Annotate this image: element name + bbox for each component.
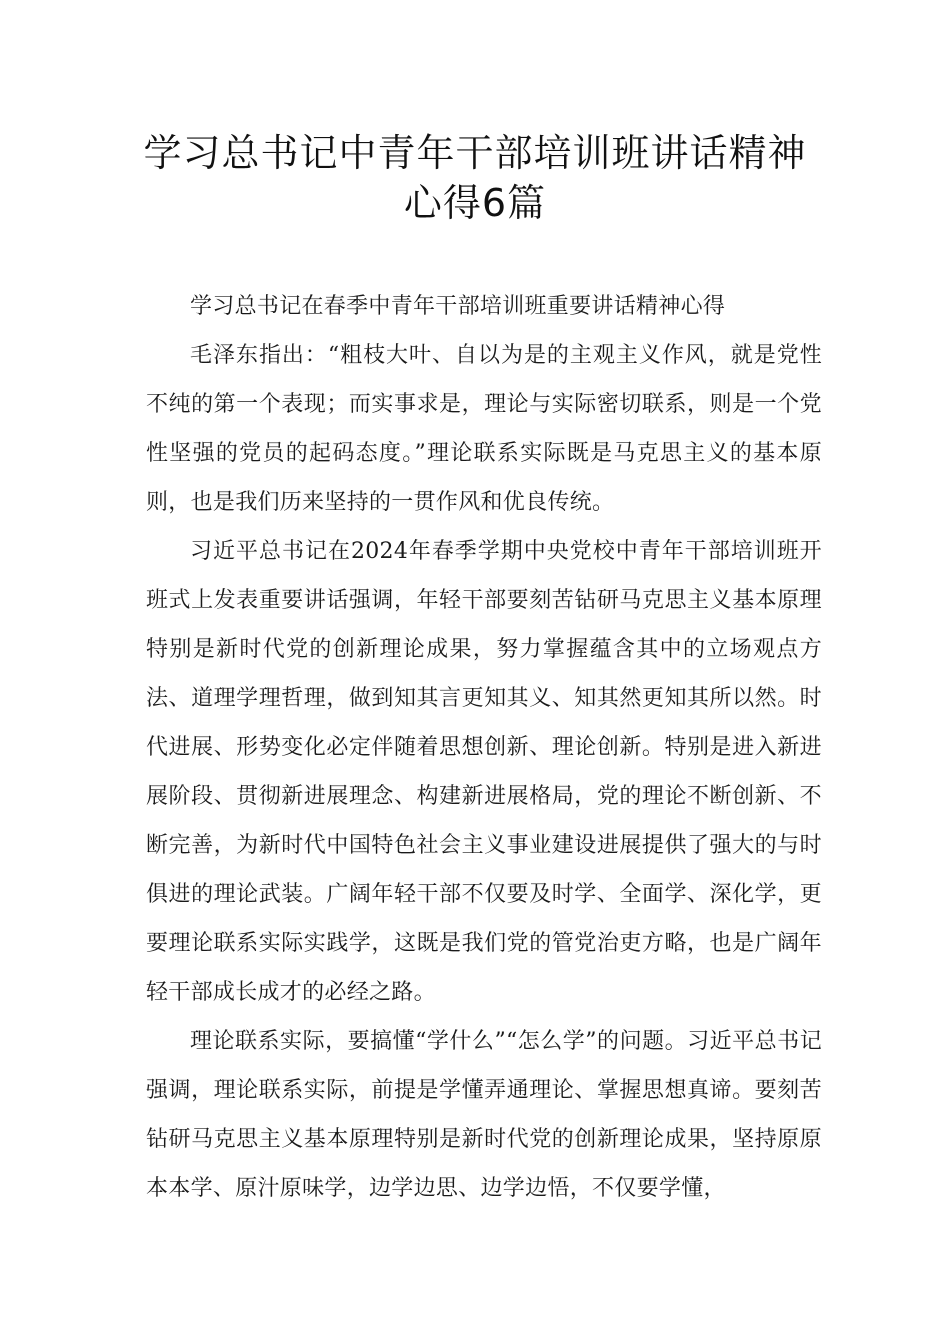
document-body [146,282,822,1213]
paragraph-subtitle: 学习总书记在春季中青年干部培训班重要讲话精神心得 [190,294,726,319]
paragraph-xi-speech: 习近平总书记在2024年春季学期中央党校中青年干部培训班开班式上发表重要讲话强调，年轻干部要刻苦钻研马克思主义基本原理特别是新时代党的创新理论成果，努力掌握蕴含其中的立场观点方法、道理学理哲理，做到知其言更知其义、知其然更知其所以然。时代进展、形势变化必定伴随着思想创新、理论创新。特别是进入新进展阶段、贯彻新进展理念、构建新进展格局，党的理论不断创新、不断完善，为新时代中国特色社会主义事业建设进展提供了强大的与时俱进的理论武装。广阔年轻干部不仅要及时学、全面学、深化学，更要理论联系实际实践学，这既是我们党的管党治吏方略，也是广阔年轻干部成长成才的必经之路。 [146,539,822,1005]
paragraph-theory-practice: 理论联系实际，要搞懂“学什么”“怎么学”的问题。习近平总书记强调，理论联系实际，前提是学懂弄通理论、掌握思想真谛。要刻苦钻研马克思主义基本原理特别是新时代党的创新理论成果，坚持原原本本学、原汁原味学，边学边思、边学边悟，不仅要学懂， [146,1029,822,1201]
title-line-1: 学习总书记中青年干部培训班讲话精神 [143,131,807,175]
title-line-2: 心得6篇 [403,181,547,225]
document-title [100,128,850,228]
paragraph-mao-quote: 毛泽东指出：“粗枝大叶、自以为是的主观主义作风，就是党性不纯的第一个表现；而实事求是，理论与实际密切联系，则是一个党性坚强的党员的起码态度。”理论联系实际既是马克思主义的基本原则，也是我们历来坚持的一贯作风和优良传统。 [146,343,822,515]
